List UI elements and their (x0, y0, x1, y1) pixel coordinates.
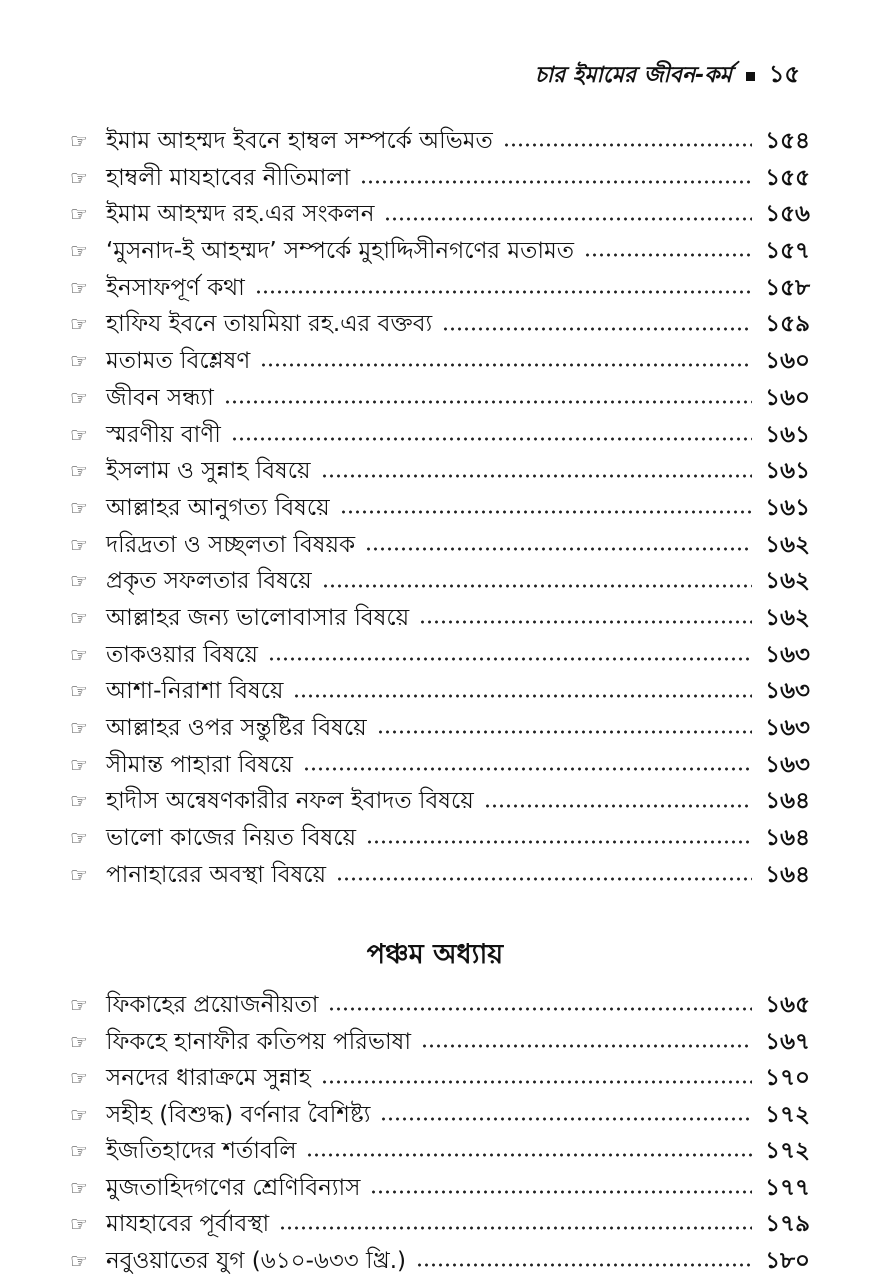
toc-entry-page: ১৬৫ (765, 992, 810, 1018)
dot-leader (306, 1153, 752, 1157)
pointing-hand-icon: ☞ (70, 1102, 88, 1127)
toc-entry-page: ১৬৩ (765, 751, 810, 778)
toc-entry-title: ইসলাম ও সুন্নাহ বিষয়ে (106, 458, 311, 485)
dot-leader (370, 1190, 752, 1194)
toc-entry-page: ১৬৪ (765, 825, 810, 852)
toc-entry (70, 1205, 810, 1242)
toc-entry-title: ইমাম আহম্মদ ইবনে হাম্বল সম্পর্কে অভিমত (106, 128, 493, 154)
pointing-hand-icon: ☞ (70, 422, 88, 447)
dot-leader (260, 363, 752, 367)
dot-leader (268, 657, 752, 661)
toc-entry-title: প্রকৃত সফলতার বিষয়ে (106, 568, 312, 595)
toc-entry (70, 782, 810, 819)
toc-entry (70, 562, 810, 599)
dot-leader (293, 694, 752, 698)
toc-entry (70, 526, 810, 563)
toc-entry (70, 342, 810, 379)
toc-entry-title: আল্লাহর ওপর সন্তুষ্টির বিষয়ে (106, 715, 367, 741)
toc-entry (70, 416, 810, 453)
running-head (535, 56, 800, 96)
toc-entry (70, 195, 810, 232)
toc-entry (70, 746, 810, 783)
toc-entry-title: সহীহ (বিশুদ্ধ) বর্ণনার বৈশিষ্ট্য (106, 1101, 371, 1128)
toc-entry-title: ফিকহে হানাফীর কতিপয় পরিভাষা (106, 1028, 412, 1055)
toc-entry-title: হাদীস অন্বেষণকারীর নফল ইবাদত বিষয়ে (106, 788, 474, 815)
toc-entry-page: ১৬০ (765, 348, 810, 375)
toc-entry (70, 986, 810, 1023)
toc-entry-page: ১৫৪ (765, 128, 810, 154)
pointing-hand-icon: ☞ (70, 1212, 88, 1236)
dot-leader (336, 877, 752, 881)
toc-entry-page: ১৫৮ (765, 274, 810, 301)
toc-entry (70, 379, 810, 416)
toc-entry (70, 672, 810, 709)
running-title: চার ইমামের জীবন-কর্ম (534, 62, 732, 88)
toc-entry-title: ইমাম আহম্মদ রহ.এর সংকলন (106, 201, 375, 228)
toc-entry (70, 489, 810, 526)
toc-entry-page: ১৬২ (765, 568, 810, 595)
dot-leader (303, 767, 752, 771)
pointing-hand-icon: ☞ (70, 993, 88, 1017)
dot-leader (384, 217, 752, 221)
pointing-hand-icon: ☞ (70, 605, 88, 630)
pointing-hand-icon: ☞ (70, 679, 88, 704)
pointing-hand-icon: ☞ (70, 789, 88, 814)
pointing-hand-icon: ☞ (70, 569, 88, 594)
pointing-hand-icon: ☞ (70, 495, 88, 520)
dot-leader (584, 253, 752, 257)
dot-leader (421, 1044, 752, 1048)
toc-entry-title: আশা-নিরাশা বিষয়ে (106, 678, 284, 705)
square-bullet-icon (746, 72, 755, 81)
toc-entry-title: দরিদ্রতা ও সচ্ছলতা বিষয়ক (106, 531, 356, 558)
toc-entry-page: ১৬১ (765, 421, 810, 448)
toc-entry (70, 1096, 810, 1133)
toc-entry-title: পানাহারের অবস্থা বিষয়ে (106, 861, 327, 888)
pointing-hand-icon: ☞ (70, 459, 88, 484)
pointing-hand-icon: ☞ (70, 1248, 88, 1273)
pointing-hand-icon: ☞ (70, 1066, 88, 1090)
toc-entry (70, 1169, 810, 1206)
toc-entry (70, 636, 810, 673)
toc-entry-title: আল্লাহর আনুগত্য বিষয়ে (106, 494, 330, 521)
toc-entry-page: ১৫৯ (765, 311, 810, 338)
toc-entry-page: ১৭৯ (765, 1211, 810, 1237)
toc-entry-page: ১৬১ (765, 458, 810, 485)
pointing-hand-icon: ☞ (70, 1139, 88, 1163)
toc-entry-title: তাকওয়ার বিষয়ে (106, 641, 258, 668)
toc-entry-title: জীবন সন্ধ্যা (106, 384, 214, 411)
toc-entry-page: ১৬২ (765, 531, 810, 558)
toc-list-section-a (70, 122, 810, 892)
dot-leader (416, 1263, 752, 1267)
toc-entry (70, 269, 810, 306)
dot-leader (377, 730, 752, 734)
pointing-hand-icon: ☞ (70, 165, 88, 190)
toc-entry (70, 452, 810, 489)
pointing-hand-icon: ☞ (70, 642, 88, 667)
dot-leader (442, 327, 752, 331)
pointing-hand-icon: ☞ (70, 752, 88, 777)
dot-leader (255, 290, 752, 294)
pointing-hand-icon: ☞ (70, 532, 88, 557)
pointing-hand-icon: ☞ (70, 275, 88, 300)
pointing-hand-icon: ☞ (70, 239, 88, 264)
pointing-hand-icon: ☞ (70, 716, 88, 740)
toc-entry-page: ১৭২ (765, 1101, 810, 1128)
toc-entry-page: ১৭৭ (765, 1174, 810, 1201)
toc-entry-title: ইনসাফপূর্ণ কথা (106, 274, 245, 301)
dot-leader (419, 620, 752, 624)
toc-entry-page: ১৬৩ (765, 715, 810, 741)
toc-entry-page: ১৬২ (765, 604, 810, 631)
dot-leader (279, 1226, 752, 1230)
pointing-hand-icon: ☞ (70, 202, 88, 227)
toc-entry (70, 1059, 810, 1096)
toc-entry (70, 232, 810, 269)
toc-entry (70, 122, 810, 159)
toc-entry-page: ১৬৩ (765, 641, 810, 668)
pointing-hand-icon: ☞ (70, 349, 88, 374)
toc-entry-page: ১৫৭ (765, 238, 810, 265)
pointing-hand-icon: ☞ (70, 312, 88, 337)
toc-entry-page: ১৭২ (765, 1138, 810, 1164)
pointing-hand-icon: ☞ (70, 1029, 88, 1054)
toc-entry (70, 1242, 810, 1279)
toc-entry-title: ভালো কাজের নিয়ত বিষয়ে (106, 825, 356, 852)
toc-entry-page: ১৬৭ (765, 1028, 810, 1055)
toc-entry-page: ১৮০ (765, 1247, 810, 1274)
pointing-hand-icon: ☞ (70, 129, 88, 153)
dot-leader (503, 143, 752, 147)
toc-entry (70, 819, 810, 856)
toc-entry (70, 1023, 810, 1060)
toc-list-chapter-five (70, 986, 810, 1278)
toc-entry (70, 1132, 810, 1169)
pointing-hand-icon: ☞ (70, 1175, 88, 1200)
dot-leader (231, 437, 752, 441)
toc-entry-page: ১৫৬ (765, 201, 810, 228)
toc-entry (70, 856, 810, 893)
chapter-heading: পঞ্চম অধ্যায় (366, 939, 504, 970)
dot-leader (484, 804, 752, 808)
pointing-hand-icon: ☞ (70, 385, 88, 410)
dot-leader (224, 400, 752, 404)
toc-entry-title: আল্লাহর জন্য ভালোবাসার বিষয়ে (106, 604, 410, 631)
toc-entry-page: ১৭০ (765, 1065, 810, 1091)
toc-entry (70, 709, 810, 746)
toc-entry-title: ‘মুসনাদ-ই আহম্মদ’ সম্পর্কে মুহাদ্দিসীনগণের মতামত (106, 238, 575, 265)
dot-leader (322, 584, 752, 588)
toc-entry-title: সনদের ধারাক্রমে সুন্নাহ (106, 1065, 311, 1091)
toc-entry-page: ১৫৫ (765, 164, 810, 191)
toc-entry (70, 599, 810, 636)
toc-entry-title: হাফিয ইবনে তায়মিয়া রহ.এর বক্তব্য (106, 311, 433, 338)
dot-leader (360, 180, 752, 184)
toc-entry-page: ১৬০ (765, 384, 810, 411)
toc-entry-title: নবুওয়াতের যুগ (৬১০-৬৩৩ খ্রি.) (106, 1247, 407, 1274)
dot-leader (340, 510, 752, 514)
dot-leader (328, 1007, 752, 1011)
dot-leader (321, 474, 752, 478)
toc-entry-title: ফিকাহের প্রয়োজনীয়তা (106, 992, 319, 1018)
toc-entry-title: স্মরণীয় বাণী (106, 421, 221, 448)
toc-entry-page: ১৬১ (765, 494, 810, 521)
pointing-hand-icon: ☞ (70, 826, 88, 851)
toc-entry-page: ১৬৩ (765, 678, 810, 705)
toc-entry-title: মাযহাবের পূর্বাবস্থা (106, 1211, 270, 1237)
page-number: ১৫ (768, 60, 800, 88)
toc-entry-title: সীমান্ত পাহারা বিষয়ে (106, 751, 293, 778)
dot-leader (321, 1080, 752, 1084)
dot-leader (380, 1117, 752, 1121)
toc-entry (70, 305, 810, 342)
toc-entry-page: ১৬৪ (765, 788, 810, 815)
toc-entry-title: মতামত বিশ্লেষণ (106, 348, 251, 375)
pointing-hand-icon: ☞ (70, 862, 88, 887)
toc-entry-title: ইজতিহাদের শর্তাবলি (106, 1138, 297, 1164)
dot-leader (366, 840, 752, 844)
toc-entry-title: হাম্বলী মাযহাবের নীতিমালা (106, 164, 351, 191)
toc-entry-page: ১৬৪ (765, 861, 810, 888)
toc-entry-title: মুজতাহিদগণের শ্রেণিবিন্যাস (106, 1174, 361, 1201)
toc-entry (70, 159, 810, 196)
dot-leader (365, 547, 752, 551)
